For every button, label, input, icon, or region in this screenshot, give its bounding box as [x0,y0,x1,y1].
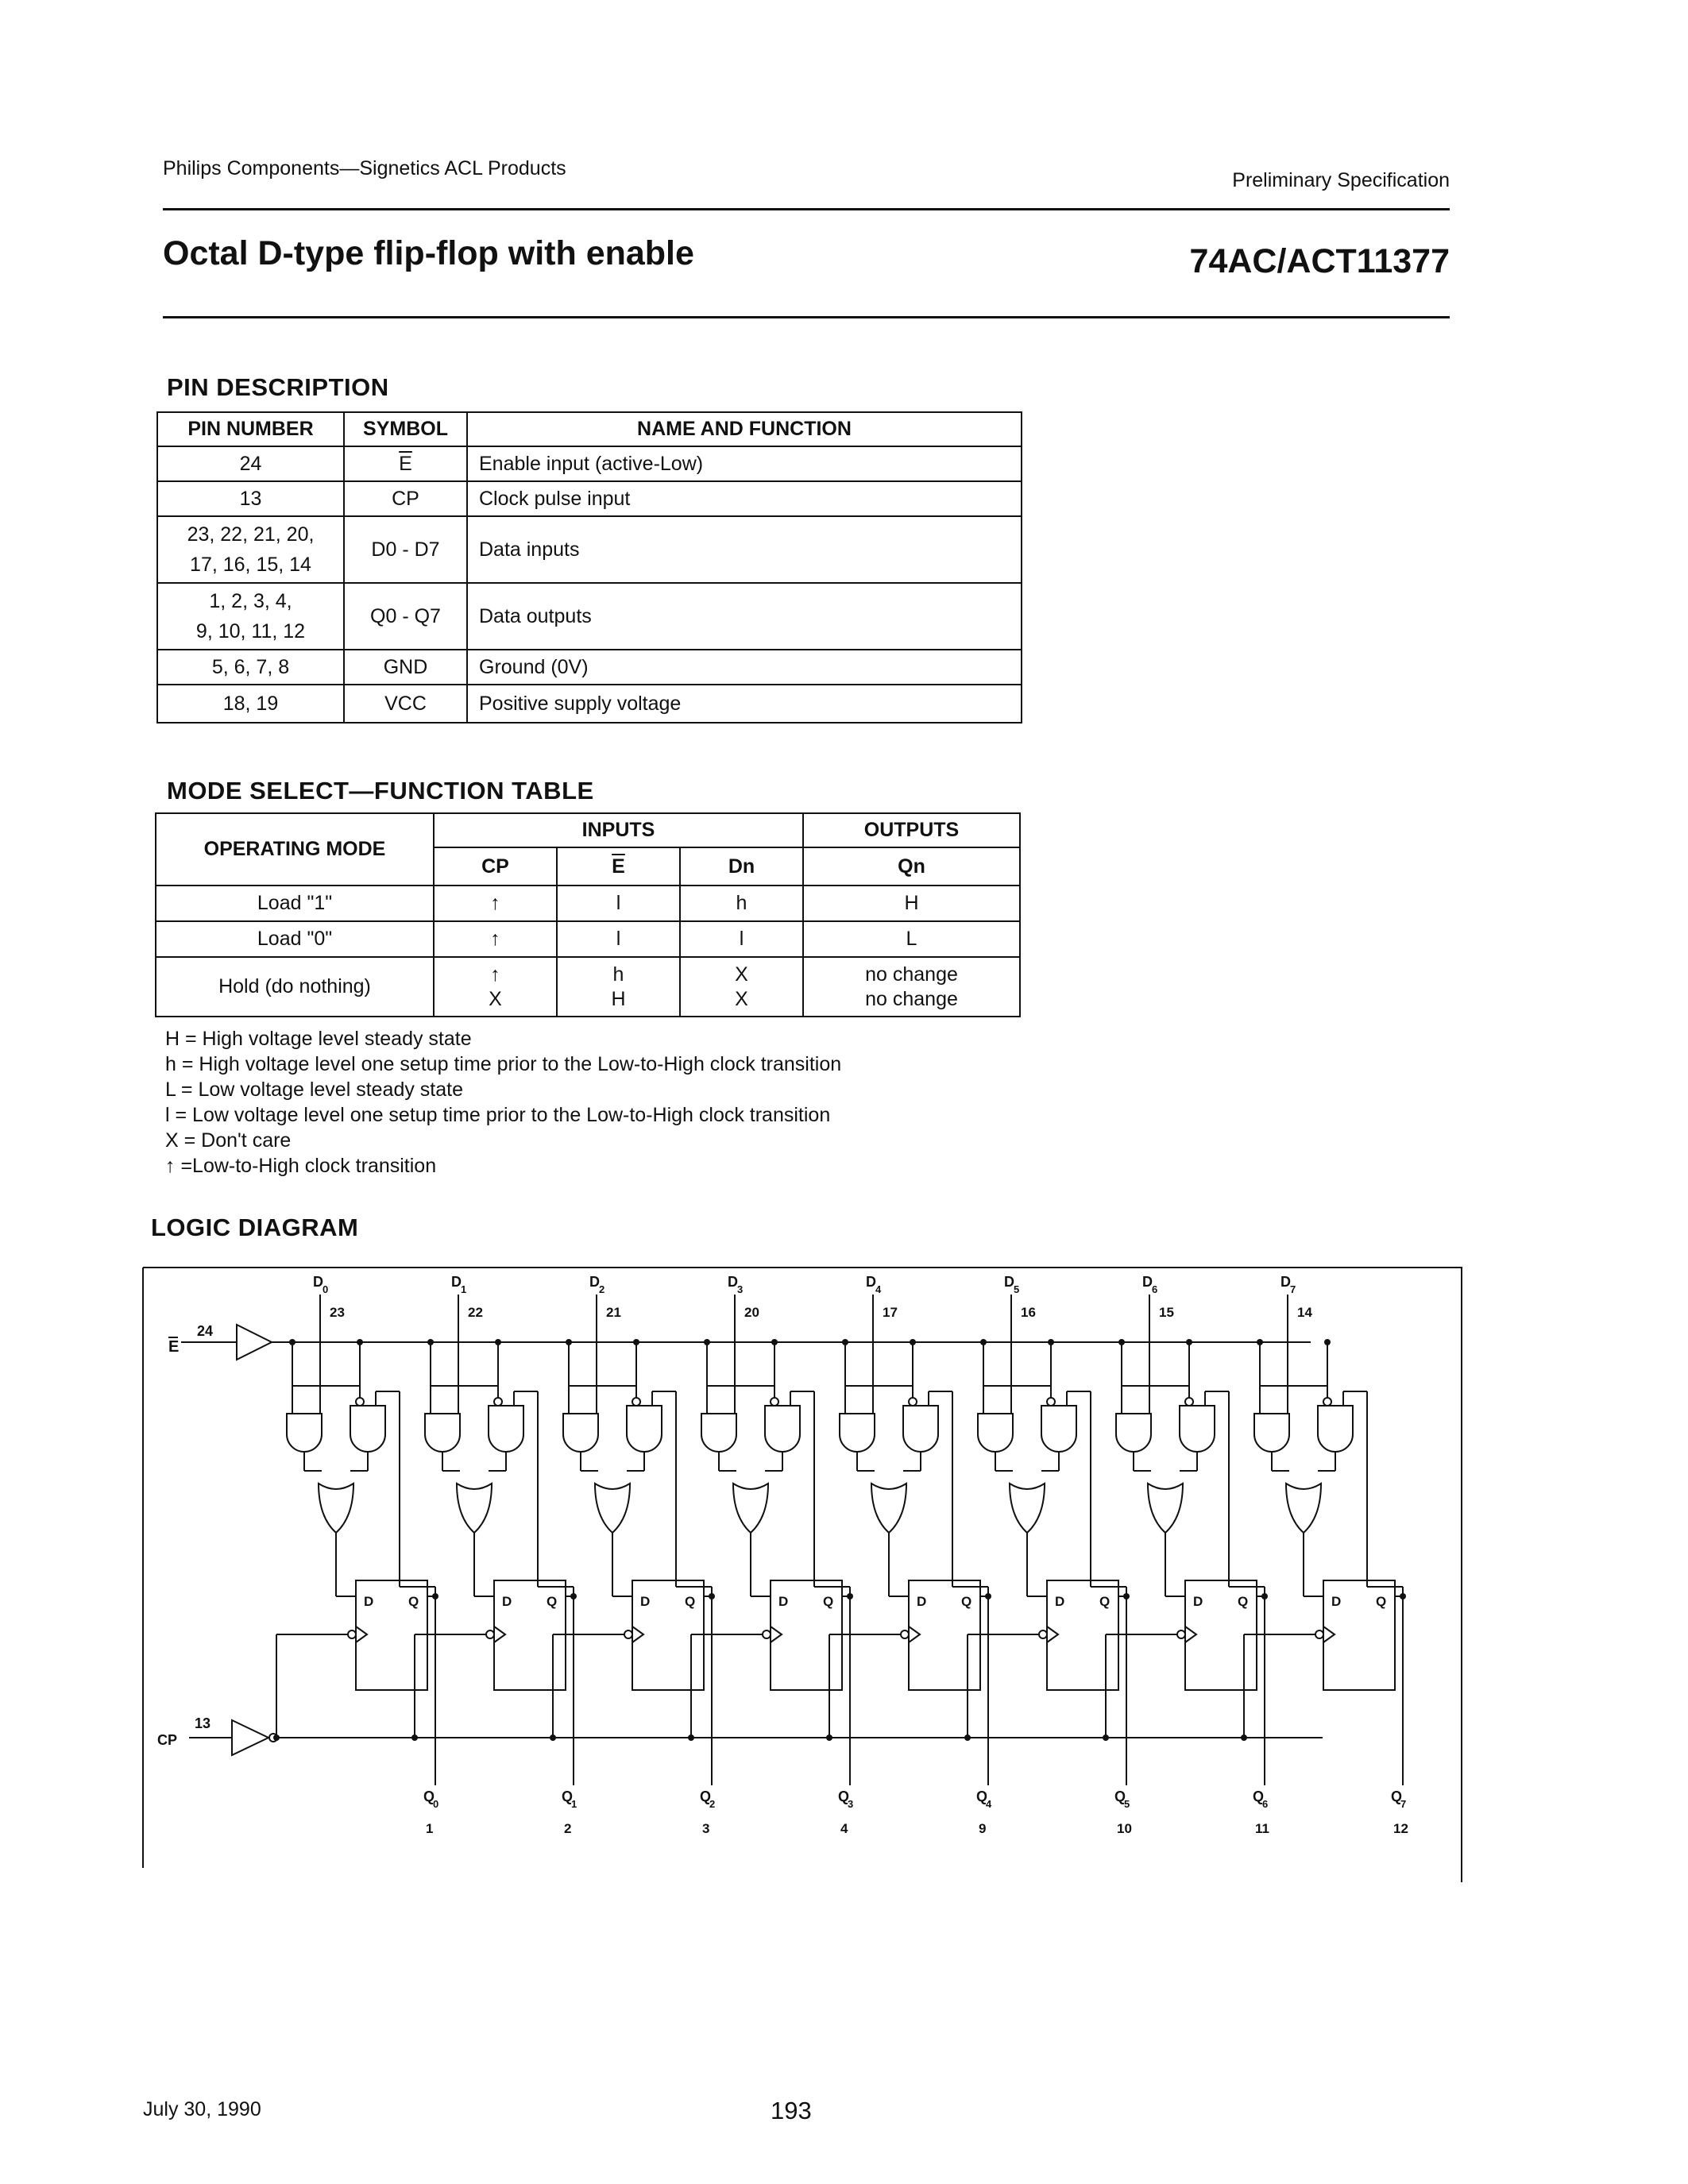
ff-d-label: D [917,1594,927,1609]
clock-input-marker [909,1626,920,1642]
e-line-1: h [612,963,624,986]
clock-input-marker [494,1626,505,1642]
data-output-label: Q [1114,1788,1126,1804]
and-gate [425,1414,460,1452]
symbol-cell: D0 - D7 [344,516,467,583]
mode-cell: Load "0" [156,921,434,957]
col-name-function: NAME AND FUNCTION [467,412,1022,446]
function-cell: Data outputs [467,583,1022,650]
data-input-subscript: 4 [875,1283,882,1295]
data-output-pin: 3 [702,1821,710,1836]
inverter-bubble [901,1630,909,1638]
junction-dot [1241,1734,1247,1741]
junction-dot [411,1734,418,1741]
data-input-subscript: 5 [1014,1283,1020,1295]
ff-q-label: Q [823,1594,834,1609]
data-output-subscript: 2 [709,1798,716,1810]
dn-line-2: X [735,987,748,1010]
or-gate [871,1484,906,1533]
data-output-subscript: 6 [1262,1798,1269,1810]
and-gate [978,1414,1013,1452]
qn-cell: H [803,886,1020,921]
clock-input-marker [356,1626,367,1642]
qn-line-1: no change [865,963,958,986]
legend-line: L = Low voltage level steady state [165,1078,463,1101]
data-input-subscript: 3 [737,1283,744,1295]
or-gate [457,1484,492,1533]
pin-description-heading: PIN DESCRIPTION [167,373,389,401]
data-output-label: Q [700,1788,712,1804]
symbol-cell: VCC [344,685,467,723]
legend-line: l = Low voltage level one setup time prior to the Low-to-High clock transition [165,1104,831,1126]
and-gate [903,1406,938,1452]
data-output-pin: 10 [1117,1821,1132,1836]
data-output-subscript: 5 [1124,1798,1130,1810]
pin-line-1: 1, 2, 3, 4, [209,590,292,612]
inverter-bubble [632,1398,640,1406]
inverter-bubble [1323,1398,1331,1406]
ff-d-label: D [502,1594,512,1609]
footer-date: July 30, 1990 [143,2098,261,2120]
ff-q-label: Q [408,1594,419,1609]
company-header: Philips Components—Signetics ACL Products [163,157,566,179]
inverter-bubble [486,1630,494,1638]
inverter-bubble [1185,1398,1193,1406]
and-gate [1116,1414,1151,1452]
and-gate [627,1406,662,1452]
function-cell: Enable input (active-Low) [467,446,1022,481]
clock-label: CP [157,1732,178,1748]
clock-pin-number: 13 [195,1715,211,1731]
and-gate [563,1414,598,1452]
data-input-subscript: 7 [1290,1283,1296,1295]
data-input-label: D [1142,1274,1153,1290]
data-output-subscript: 1 [571,1798,577,1810]
and-gate [1318,1406,1353,1452]
data-input-pin: 16 [1021,1305,1036,1320]
and-gate [1041,1406,1076,1452]
inverter-bubble [624,1630,632,1638]
data-input-pin: 21 [606,1305,621,1320]
data-input-label: D [1280,1274,1291,1290]
junction-dot [550,1734,556,1741]
doc-status: Preliminary Specification [1232,169,1450,191]
cp-line-2: X [489,987,502,1010]
page-number: 193 [771,2097,812,2124]
pin-line-2: 9, 10, 11, 12 [195,620,306,642]
qn-line-2: no change [865,987,958,1010]
inverter-bubble [771,1398,778,1406]
data-output-label: Q [1391,1788,1403,1804]
e-line-2: H [611,987,626,1010]
col-symbol: SYMBOL [344,412,467,446]
data-output-pin: 11 [1255,1821,1269,1836]
data-output-pin: 1 [426,1821,434,1836]
dn-line-1: X [735,963,748,986]
col-outputs: OUTPUTS [803,813,1020,847]
symbol-cell: CP [344,481,467,516]
ff-q-label: Q [547,1594,558,1609]
legend-line: X = Don't care [165,1129,292,1152]
cp-cell: ↑ [434,921,557,957]
inverter-bubble [1047,1398,1055,1406]
data-output-label: Q [976,1788,988,1804]
pin-cell: 5, 6, 7, 8 [157,650,344,685]
clock-input-marker [1047,1626,1058,1642]
inverter-bubble [356,1398,364,1406]
clock-input-marker [771,1626,782,1642]
ff-d-label: D [1055,1594,1065,1609]
e-cell: l [557,886,680,921]
clock-input-marker [632,1626,643,1642]
enable-label: E [168,1338,180,1356]
ff-d-label: D [364,1594,374,1609]
inverter-bubble [348,1630,356,1638]
function-cell: Clock pulse input [467,481,1022,516]
col-pin-number: PIN NUMBER [157,412,344,446]
and-gate [287,1414,322,1452]
col-operating-mode: OPERATING MODE [156,813,434,886]
data-output-pin: 9 [979,1821,987,1836]
ff-q-label: Q [1376,1594,1387,1609]
legend-line: h = High voltage level one setup time prior to the Low-to-High clock transition [165,1053,842,1075]
data-input-pin: 20 [744,1305,759,1320]
data-output-label: Q [838,1788,850,1804]
data-output-pin: 12 [1393,1821,1408,1836]
data-input-pin: 17 [883,1305,898,1320]
inverter-bubble [1039,1630,1047,1638]
data-input-subscript: 0 [323,1283,329,1295]
and-gate [1180,1406,1215,1452]
data-output-label: Q [423,1788,435,1804]
and-gate [1254,1414,1289,1452]
data-output-pin: 2 [564,1821,572,1836]
col-inputs: INPUTS [434,813,803,847]
data-input-subscript: 6 [1152,1283,1158,1295]
legend-line: H = High voltage level steady state [165,1028,472,1050]
data-input-pin: 23 [330,1305,345,1320]
or-gate [1148,1484,1183,1533]
cp-line-1: ↑ [490,963,500,986]
col-qn: Qn [803,847,1020,886]
junction-dot [1103,1734,1109,1741]
ff-d-label: D [1331,1594,1342,1609]
pin-line-2: 17, 16, 15, 14 [190,554,311,576]
ff-d-label: D [1193,1594,1203,1609]
data-input-label: D [866,1274,876,1290]
data-input-label: D [728,1274,738,1290]
ff-q-label: Q [685,1594,696,1609]
ff-q-label: Q [1238,1594,1249,1609]
and-gate [765,1406,800,1452]
dn-cell: l [680,921,803,957]
data-output-label: Q [562,1788,574,1804]
data-input-subscript: 1 [461,1283,467,1295]
or-gate [1286,1484,1321,1533]
junction-dot [964,1734,971,1741]
e-cell: l [557,921,680,957]
ff-d-label: D [640,1594,651,1609]
or-gate [595,1484,630,1533]
data-output-subscript: 3 [848,1798,854,1810]
dn-cell: h [680,886,803,921]
inverter-bubble [1177,1630,1185,1638]
page-title: Octal D-type flip-flop with enable [163,234,694,272]
cp-cell: ↑ [434,886,557,921]
and-gate [701,1414,736,1452]
data-output-subscript: 4 [986,1798,992,1810]
data-input-label: D [313,1274,323,1290]
mode-select-heading: MODE SELECT—FUNCTION TABLE [167,777,594,805]
pin-cell: 13 [157,481,344,516]
or-gate [733,1484,768,1533]
qn-cell: L [803,921,1020,957]
mode-cell: Load "1" [156,886,434,921]
junction-dot [826,1734,832,1741]
data-input-pin: 15 [1159,1305,1174,1320]
and-gate [489,1406,523,1452]
inverter-bubble [909,1398,917,1406]
data-output-subscript: 7 [1400,1798,1407,1810]
function-cell: Positive supply voltage [467,685,1022,723]
logic-diagram-heading: LOGIC DIAGRAM [151,1214,359,1241]
inverter-bubble [763,1630,771,1638]
junction-dot [273,1734,280,1741]
or-gate [319,1484,353,1533]
clock-buffer [232,1720,268,1755]
data-input-label: D [451,1274,462,1290]
inverter-bubble [1315,1630,1323,1638]
symbol-cell: $\overline{E}$ [344,446,467,481]
symbol-cell: Q0 - Q7 [344,583,467,650]
pin-line-1: 23, 22, 21, 20, [187,523,315,546]
and-gate [350,1406,385,1452]
pin-cell: 24 [157,446,344,481]
col-e: $\overline{E}$ [557,847,680,886]
data-input-label: D [589,1274,600,1290]
data-input-label: D [1004,1274,1014,1290]
data-output-label: Q [1253,1788,1265,1804]
inverter-bubble [494,1398,502,1406]
enable-pin-number: 24 [197,1323,214,1339]
enable-buffer [237,1325,272,1360]
col-dn: Dn [680,847,803,886]
mode-cell: Hold (do nothing) [156,957,434,1017]
data-input-subscript: 2 [599,1283,605,1295]
col-cp: CP [434,847,557,886]
legend-line: ↑ =Low-to-High clock transition [165,1155,437,1177]
clock-input-marker [1185,1626,1196,1642]
function-cell: Ground (0V) [467,650,1022,685]
data-input-pin: 22 [468,1305,483,1320]
junction-dot [688,1734,694,1741]
and-gate [840,1414,875,1452]
clock-input-marker [1323,1626,1335,1642]
ff-q-label: Q [1099,1594,1111,1609]
symbol-cell: GND [344,650,467,685]
ff-q-label: Q [961,1594,972,1609]
or-gate [1010,1484,1045,1533]
ff-d-label: D [778,1594,789,1609]
data-output-subscript: 0 [433,1798,439,1810]
part-number: 74AC/ACT11377 [1189,242,1450,280]
function-cell: Data inputs [467,516,1022,583]
data-input-pin: 14 [1297,1305,1312,1320]
pin-cell: 18, 19 [157,685,344,723]
data-output-pin: 4 [840,1821,848,1836]
